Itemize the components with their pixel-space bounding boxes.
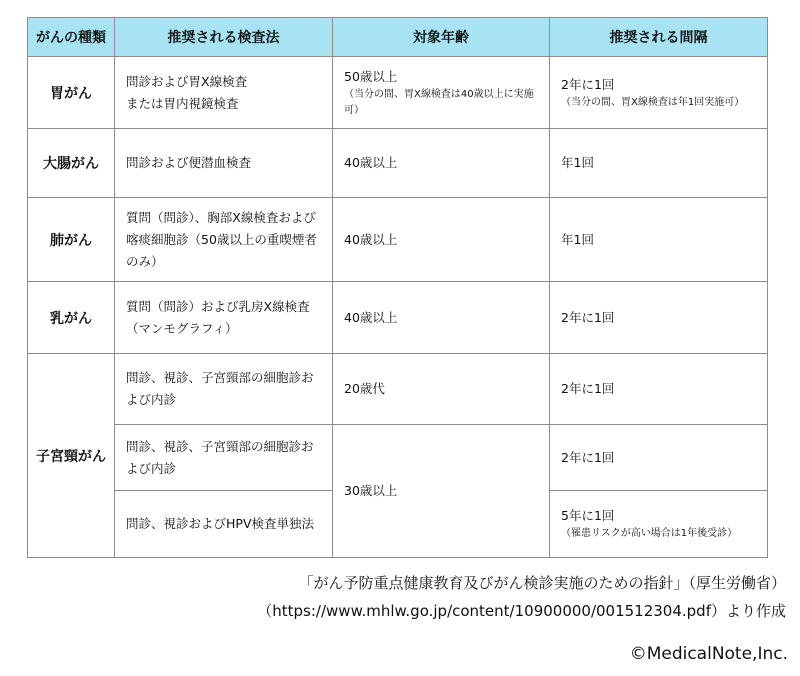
method-cell: 問診および便潜血検査 <box>115 129 333 198</box>
copyright-notice: ©MedicalNote,Inc. <box>629 644 788 664</box>
interval-cell: 2年に1回 <box>550 354 768 425</box>
header-method: 推奨される検査法 <box>115 18 333 57</box>
table-row <box>28 198 768 282</box>
age-cell: 30歳以上 <box>333 425 550 558</box>
interval-cell: 年1回 <box>550 129 768 198</box>
source-caption-url: （https://www.mhlw.go.jp/content/10900000/001512304.pdf）より作成 <box>257 602 786 620</box>
method-text: 問診および胃X線検査 または胃内視鏡検査 <box>126 73 248 111</box>
header-interval: 推奨される間隔 <box>550 18 768 57</box>
cancer-type-cell: 乳がん <box>28 282 115 354</box>
table-row <box>28 129 768 198</box>
table-row <box>28 425 768 491</box>
interval-cell <box>550 491 768 558</box>
age-cell: 40歳以上 <box>333 282 550 354</box>
header-cancer-type: がんの種類 <box>28 18 115 57</box>
interval-text: 2年に1回 <box>561 76 615 92</box>
table-row <box>28 57 768 129</box>
age-cell: 20歳代 <box>333 354 550 425</box>
interval-cell: 年1回 <box>550 198 768 282</box>
cancer-type-cell: 胃がん <box>28 57 115 129</box>
cancer-type-cell: 子宮頸がん <box>28 354 115 558</box>
interval-cell: 2年に1回 <box>550 425 768 491</box>
table-row <box>28 282 768 354</box>
screening-table <box>27 17 768 558</box>
age-cell: 40歳以上 <box>333 129 550 198</box>
header-age: 対象年齢 <box>333 18 550 57</box>
method-cell: 問診、視診、子宮頸部の細胞診および内診 <box>115 354 333 425</box>
source-caption-title: 「がん予防重点健康教育及びがん検診実施のための指針」（厚生労働省） <box>298 574 786 592</box>
age-note: （当分の間、胃X線検査は40歳以上に実施可） <box>344 88 534 116</box>
interval-cell <box>550 57 768 129</box>
method-cell <box>115 57 333 129</box>
interval-cell: 2年に1回 <box>550 282 768 354</box>
interval-text: 5年に1回 <box>561 508 615 523</box>
age-cell: 40歳以上 <box>333 198 550 282</box>
interval-note: （当分の間、胃X線検査は年1回実施可） <box>561 96 745 108</box>
method-cell: 質問（問診）、胸部X線検査および喀痰細胞診（50歳以上の重喫煙者のみ） <box>115 198 333 282</box>
method-cell: 問診、視診およびHPV検査単独法 <box>115 491 333 558</box>
cancer-type-cell: 大腸がん <box>28 129 115 198</box>
age-text: 50歳以上 <box>344 68 398 84</box>
table-row <box>28 354 768 425</box>
cancer-type-cell: 肺がん <box>28 198 115 282</box>
method-cell: 質問（問診）および乳房X線検査（マンモグラフィ） <box>115 282 333 354</box>
header-row <box>28 18 768 57</box>
age-cell <box>333 57 550 129</box>
interval-note: （罹患リスクが高い場合は1年後受診） <box>561 528 738 539</box>
method-cell: 問診、視診、子宮頸部の細胞診および内診 <box>115 425 333 491</box>
